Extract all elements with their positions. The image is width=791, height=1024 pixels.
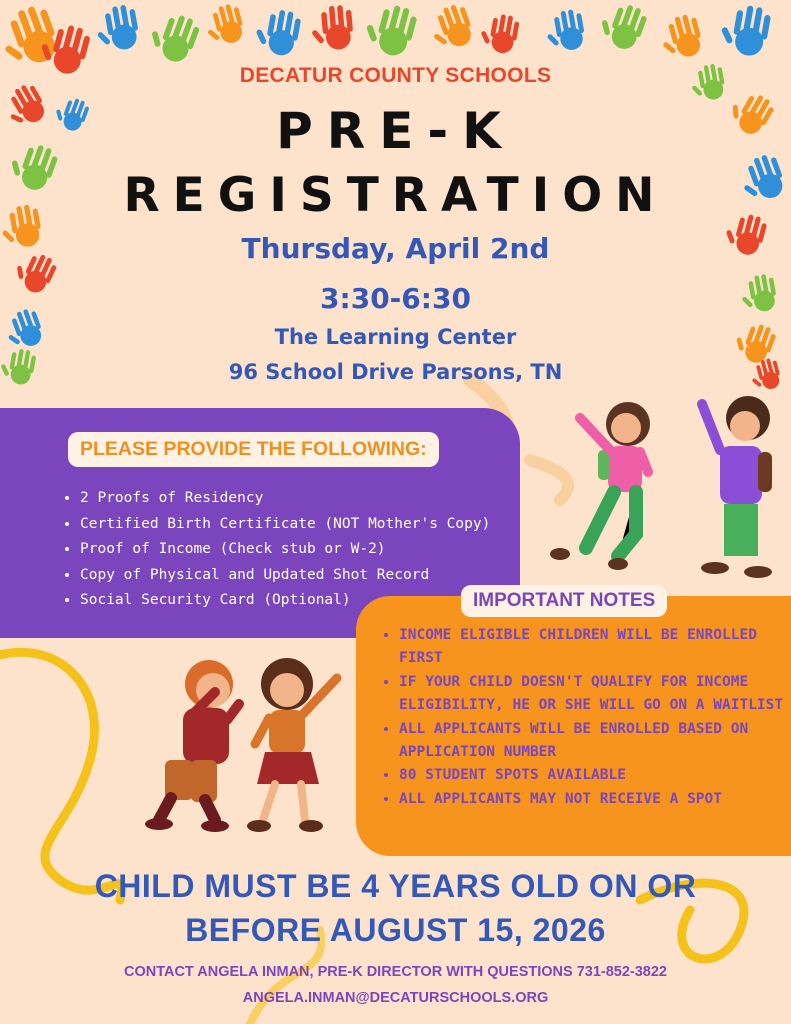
event-address: 96 School Drive Parsons, TN	[228, 360, 563, 384]
provide-item: • Copy of Physical and Updated Shot Record	[80, 563, 490, 589]
provide-item: • 2 Proofs of Residency	[80, 486, 490, 512]
children-icon	[540, 388, 790, 588]
notes-list	[380, 624, 791, 811]
handprint-icon	[541, 1, 599, 59]
age-requirement-line1: CHILD MUST BE 4 YEARS OLD ON OR	[94, 868, 697, 904]
provide-item: • Social Security Card (Optional)	[80, 588, 490, 614]
provide-item: • Certified Birth Certificate (NOT Mother's Copy)	[80, 512, 490, 538]
contact-email: ANGELA.INMAN@DECATURSCHOOLS.ORG	[242, 990, 549, 1006]
title-registration: REGISTRATION	[123, 168, 668, 223]
event-venue: The Learning Center	[274, 325, 517, 349]
handprint-icon	[476, 6, 532, 62]
notes-heading: IMPORTANT NOTES	[461, 585, 667, 617]
event-date: Thursday, April 2nd	[241, 232, 550, 265]
note-item: • ALL APPLICANTS WILL BE ENROLLED BASED ON APPLICATION NUMBER	[399, 718, 791, 765]
provide-list	[60, 486, 490, 614]
note-item: • ALL APPLICANTS MAY NOT RECEIVE A SPOT	[399, 788, 791, 811]
title-prek: PRE-K	[276, 102, 515, 160]
handprint-icon	[251, 1, 316, 66]
provide-heading: PLEASE PROVIDE THE FOLLOWING:	[68, 432, 439, 467]
note-item: • 80 STUDENT SPOTS AVAILABLE	[399, 764, 791, 787]
contact-info: CONTACT ANGELA INMAN, PRE-K DIRECTOR WITH QUESTIONS 731-852-3822	[123, 964, 667, 980]
provide-item: • Proof of Income (Check stub or W-2)	[80, 537, 490, 563]
event-time: 3:30-6:30	[320, 282, 471, 315]
note-item: • IF YOUR CHILD DOESN'T QUALIFY FOR INCOME ELIGIBILITY, HE OR SHE WILL GO ON A WAITLIST	[399, 671, 791, 718]
age-requirement-line2: BEFORE AUGUST 15, 2026	[185, 912, 606, 948]
children-icon	[135, 648, 355, 838]
organization-name: DECATUR COUNTY SCHOOLS	[239, 64, 552, 87]
note-item: • INCOME ELIGIBLE CHILDREN WILL BE ENROLLED FIRST	[399, 624, 791, 671]
